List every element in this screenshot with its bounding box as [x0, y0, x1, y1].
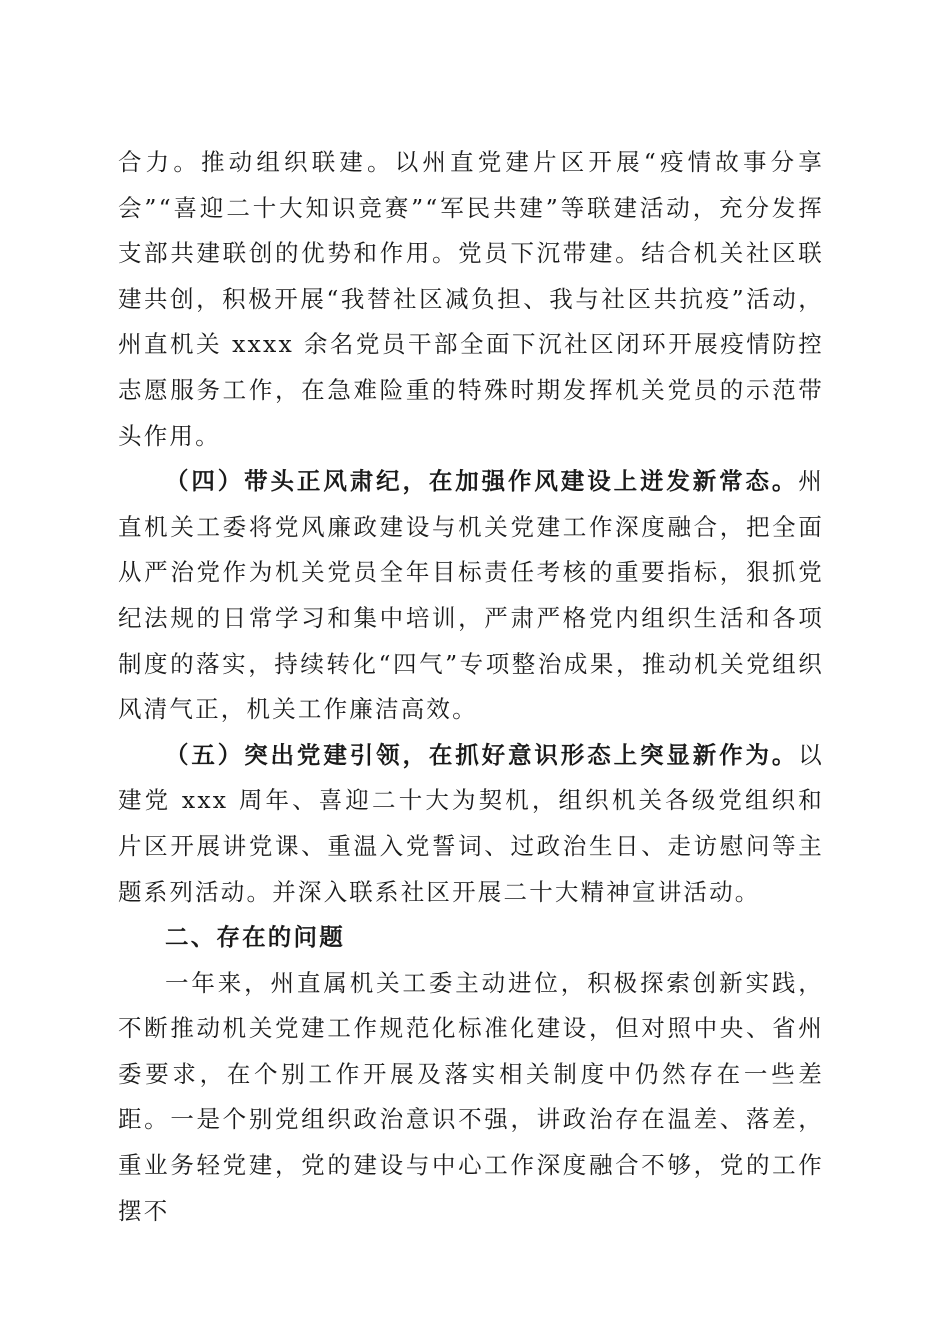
document-page	[118, 140, 824, 1234]
paragraph-problems	[118, 961, 824, 1235]
paragraph-section-four	[118, 459, 824, 733]
paragraph-text: 合力。推动组织联建。以州直党建片区开展“疫情故事分享会”“喜迎二十大知识竞赛”“军民共建”等联建活动，充分发挥支部共建联创的优势和作用。党员下沉带建。结合机关社区联建共创，积极开展“我替社区减负担、我与社区共抗疫”活动，州直机关 xxxx 余名党员干部全面下沉社区闭环开展疫情防控志愿服务工作，在急难险重的特殊时期发挥机关党员的示范带头作用。	[118, 148, 824, 450]
paragraph-text: 一年来，州直属机关工委主动进位，积极探索创新实践，不断推动机关党建工作规范化标准化建设，但对照中央、省州委要求，在个别工作开展及落实相关制度中仍然存在一些差距。一是个别党组织政治意识不强，讲政治存在温差、落差，重业务轻党建，党的建设与中心工作深度融合不够，党的工作摆不	[118, 968, 824, 1225]
paragraph-text: 以建党 xxx 周年、喜迎二十大为契机，组织机关各级党组织和片区开展讲党课、重温入党誓词、过政治生日、走访慰问等主题系列活动。并深入联系社区开展二十大精神宣讲活动。	[118, 740, 824, 906]
subsection-heading: （四）带头正风肃纪，在加强作风建设上迸发新常态。	[165, 467, 799, 496]
paragraph-section-five	[118, 733, 824, 915]
subsection-heading: （五）突出党建引领，在抓好意识形态上突显新作为。	[165, 740, 799, 769]
section-heading: 二、存在的问题	[165, 923, 345, 952]
paragraph-text: 州直机关工委将党风廉政建设与机关党建工作深度融合，把全面从严治党作为机关党员全年目标责任考核的重要指标，狠抓党纪法规的日常学习和集中培训，严肃严格党内组织生活和各项制度的落实，持续转化“四气”专项整治成果，推动机关党组织风清气正，机关工作廉洁高效。	[118, 467, 824, 724]
paragraph-continuation	[118, 140, 824, 459]
